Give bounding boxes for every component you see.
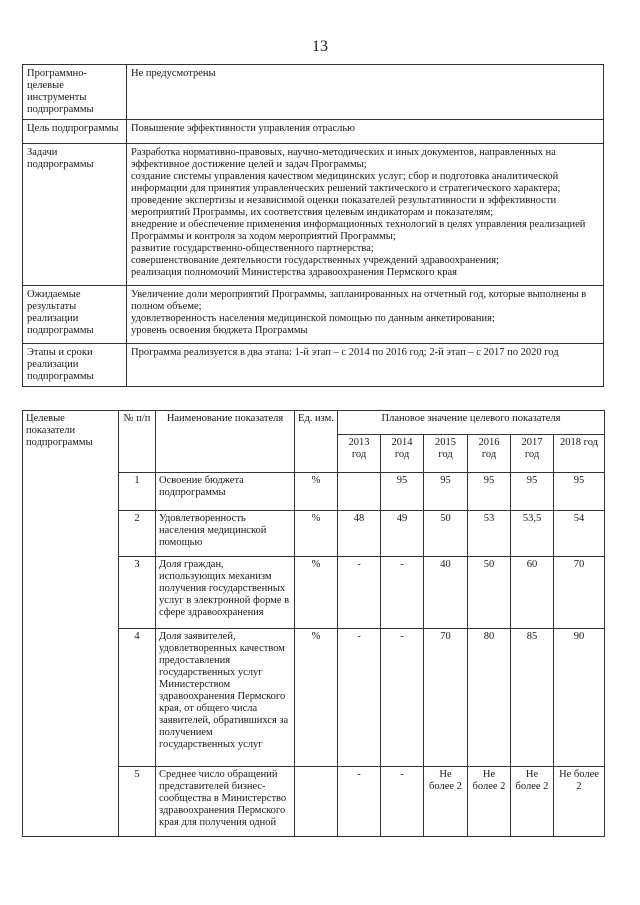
row-label: Ожидаемые результаты реализации подпрограммы (23, 286, 127, 344)
passport-row-stages (23, 344, 604, 387)
row-value: 70 (424, 629, 468, 767)
row-value: 85 (511, 629, 554, 767)
row-value: 95 (554, 473, 605, 511)
header-year: 2017 год (511, 435, 554, 473)
task-line: Разработка нормативно-правовых, научно-методических и иных документов, направленных на эффективное достижение целей и задач Программы; (131, 147, 556, 170)
row-value: 50 (468, 557, 511, 629)
row-value: 80 (468, 629, 511, 767)
row-num: 5 (119, 767, 156, 837)
row-unit: % (295, 511, 338, 557)
row-name: Освоение бюджета подпрограммы (156, 473, 295, 511)
result-line: Увеличение доли мероприятий Программы, запланированных на отчетный год, которые выполнены в полном объеме; (131, 289, 587, 312)
task-line: совершенствование деятельности государственных учреждений здравоохранения; (131, 255, 500, 266)
header-year: 2013 год (338, 435, 381, 473)
passport-table (22, 64, 604, 387)
passport-row-instruments (23, 65, 604, 120)
row-value: - (381, 557, 424, 629)
row-label: Программно-целевые инструменты подпрограммы (23, 65, 127, 120)
row-unit: % (295, 473, 338, 511)
row-name: Доля граждан, использующих механизм получения государственных услуг в электронной форме в сфере здравоохранения (156, 557, 295, 629)
row-name: Среднее число обращений представителей бизнес-сообщества в Министерство здравоохранения Пермского края для получения одной (156, 767, 295, 837)
row-value: - (338, 767, 381, 837)
header-unit: Ед. изм. (295, 411, 338, 473)
row-num: 1 (119, 473, 156, 511)
row-value: 40 (424, 557, 468, 629)
row-value: Не более 2 (424, 767, 468, 837)
header-year: 2018 год (554, 435, 605, 473)
indicators-section-label: Целевые показатели подпрограммы (23, 411, 119, 837)
row-name: Удовлетворенность населения медицинской помощью (156, 511, 295, 557)
row-value (127, 144, 604, 286)
row-value: 95 (424, 473, 468, 511)
row-value: 50 (424, 511, 468, 557)
row-num: 4 (119, 629, 156, 767)
row-value: - (381, 629, 424, 767)
row-value (338, 473, 381, 511)
row-value: 95 (511, 473, 554, 511)
row-value: Программа реализуется в два этапа: 1-й этап – с 2014 по 2016 год; 2-й этап – с 2017 по 2020 год (127, 344, 604, 387)
passport-row-tasks (23, 144, 604, 286)
row-label: Цель подпрограммы (23, 120, 127, 144)
row-value: 53 (468, 511, 511, 557)
row-label: Этапы и сроки реализации подпрограммы (23, 344, 127, 387)
header-name: Наименование показателя (156, 411, 295, 473)
page-number: 13 (312, 38, 328, 55)
row-value: Повышение эффективности управления отраслью (127, 120, 604, 144)
row-value: Не более 2 (511, 767, 554, 837)
row-value: Не предусмотрены (127, 65, 604, 120)
row-value (127, 286, 604, 344)
result-line: удовлетворенность населения медицинской помощью по данным анкетирования; (131, 313, 495, 324)
header-year: 2016 год (468, 435, 511, 473)
task-line: реализация полномочий Министерства здравоохранения Пермского края (131, 267, 457, 278)
row-unit (295, 767, 338, 837)
row-value: 70 (554, 557, 605, 629)
row-value: 90 (554, 629, 605, 767)
row-unit: % (295, 557, 338, 629)
row-value: 95 (381, 473, 424, 511)
row-value: - (338, 557, 381, 629)
row-value: 48 (338, 511, 381, 557)
row-value: 60 (511, 557, 554, 629)
result-line: уровень освоения бюджета Программы (131, 325, 308, 336)
row-value: 54 (554, 511, 605, 557)
row-value: Не более 2 (554, 767, 605, 837)
row-num: 2 (119, 511, 156, 557)
task-line: создание системы управления качеством медицинских услуг; сбор и подготовка аналитической информации для принятия управленческих решений тактического и стратегического характера; (131, 171, 561, 194)
task-line: проведение экспертизы и независимой оценки показателей результативности и эффективности мероприятий Программы, их соответствия целевым индикаторам и показателям; (131, 195, 557, 218)
row-unit: % (295, 629, 338, 767)
header-planned: Плановое значение целевого показателя (338, 411, 605, 435)
row-label: Задачи подпрограммы (23, 144, 127, 286)
row-value: 49 (381, 511, 424, 557)
passport-row-results (23, 286, 604, 344)
task-line: внедрение и обеспечение применения информационных технологий в целях управления реализацией Программы и контроля за ходом мероприятий Программы; (131, 219, 586, 242)
header-num: № п/п (119, 411, 156, 473)
header-year: 2014 год (381, 435, 424, 473)
indicators-header-row (23, 411, 605, 435)
row-value: - (338, 629, 381, 767)
row-num: 3 (119, 557, 156, 629)
row-value: Не более 2 (468, 767, 511, 837)
indicators-table (22, 410, 605, 837)
passport-row-goal (23, 120, 604, 144)
row-value: - (381, 767, 424, 837)
header-year: 2015 год (424, 435, 468, 473)
row-value: 95 (468, 473, 511, 511)
row-value: 53,5 (511, 511, 554, 557)
task-line: развитие государственно-общественного партнерства; (131, 243, 374, 254)
row-name: Доля заявителей, удовлетворенных качеством предоставления государственных услуг Министерством здравоохранения Пермского края, от общего числа заявителей, обратившихся за получением государственных услуг (156, 629, 295, 767)
